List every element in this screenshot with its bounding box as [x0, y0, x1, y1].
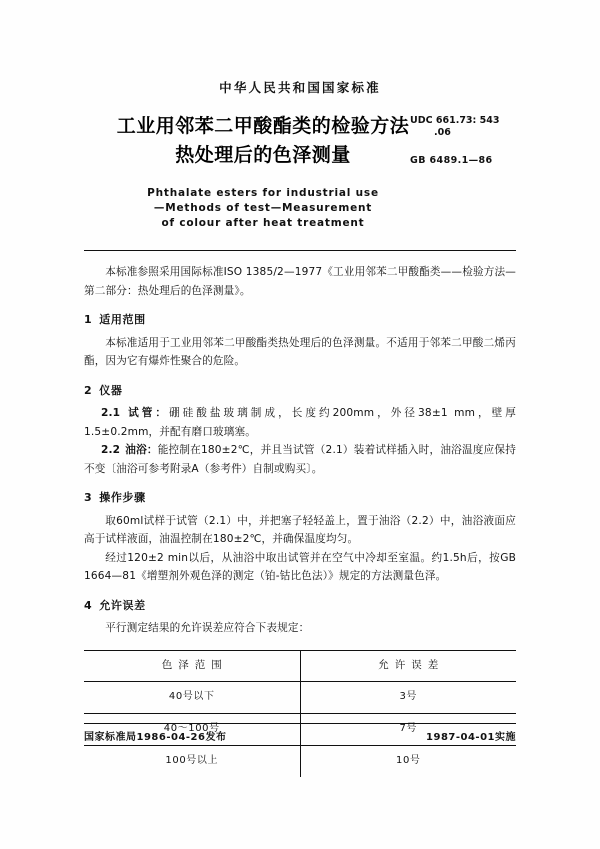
item-name-2-2: 油浴：	[125, 444, 158, 456]
section-title-4: 允许误差	[99, 598, 146, 612]
section-heading-4	[84, 597, 516, 616]
section-2-item-2	[84, 441, 516, 478]
cell-tolerance-1: 3号	[300, 681, 516, 713]
udc-code: UDC 661.73: 543	[410, 115, 500, 126]
section-heading-1	[84, 311, 516, 330]
english-title-line-1: Phthalate esters for industrial use	[147, 187, 379, 199]
section-title-1: 适用范围	[99, 313, 146, 326]
section-number-1: 1	[84, 313, 93, 326]
document-footer	[84, 728, 516, 743]
english-title-line-2: —Methods of test—Measurement	[153, 202, 373, 214]
title-line-2: 热处理后的色泽测量	[175, 144, 351, 166]
section-2-item-1	[84, 404, 516, 441]
item-number-2-1: 2.1	[100, 407, 121, 419]
section-heading-3	[84, 489, 516, 508]
item-text-2-1: 硼硅酸盐玻璃制成，长度约200mm，外径38±1 mm，壁厚1.5±0.2mm，并配有磨口玻璃塞。	[84, 407, 516, 438]
udc-code-suffix: .06	[434, 127, 451, 138]
document-masthead	[84, 0, 516, 231]
table-header-row	[84, 650, 516, 681]
section-number-2: 2	[84, 383, 93, 397]
page-title	[98, 112, 428, 170]
item-name-2-1: 试管：	[125, 407, 169, 419]
document-body	[84, 263, 516, 777]
section-4-paragraph-1: 平行测定结果的允许误差应符合下表规定：	[105, 622, 310, 634]
section-heading-2	[84, 382, 516, 401]
intro-paragraph: 本标准参照采用国际标准ISO 1385/2—1977《工业用邻苯二甲酸酯类——检验方法—第二部分：热处理后的色泽测量》。	[84, 266, 516, 297]
section-number-4: 4	[84, 598, 93, 612]
table-row	[84, 745, 516, 777]
effective-date: 1987-04-01实施	[426, 732, 516, 743]
section-title-3: 操作步骤	[99, 491, 146, 504]
cell-colour-range-3: 100号以上	[84, 745, 300, 777]
footer-divider	[84, 723, 516, 724]
table-row	[84, 681, 516, 713]
english-title	[98, 186, 428, 231]
section-1-paragraph-1: 本标准适用于工业用邻苯二甲酸酯类热处理后的色泽测量。不适用于邻苯二甲酸二烯丙酯，因为它有爆炸性聚合的危险。	[84, 336, 516, 367]
tolerance-table	[84, 650, 516, 777]
cell-tolerance-3: 10号	[395, 754, 421, 766]
page-content	[84, 0, 516, 777]
section-3-paragraph-2: 经过120±2 min以后，从油浴中取出试管并在空气中冷却至室温。约1.5h后，按GB 1664—81《增塑剂外观色泽的测定（铂-钴比色法）》规定的方法测量色泽。	[84, 551, 516, 582]
item-text-2-2: 能控制在180±2℃，并且当试管（2.1）装着试样插入时，油浴温度应保持不变〔油浴可参考附录A（参考件）自制或购买〕。	[84, 444, 516, 475]
gb-standard-number: GB 6489.1—86	[410, 155, 493, 166]
english-title-line-3: of colour after heat treatment	[161, 217, 365, 229]
section-3-paragraph-1: 取60ml试样于试管（2.1）中，并把塞子轻轻盖上，置于油浴（2.2）中，油浴液面应高于试样液面，油温控制在180±2℃，并确保温度均匀。	[84, 514, 516, 545]
national-standard-label: 中华人民共和国国家标准	[219, 80, 381, 95]
section-title-2: 仪器	[99, 383, 123, 397]
column-header-tolerance: 允许误差	[300, 650, 516, 681]
cell-colour-range-1: 40号以下	[84, 681, 300, 713]
section-number-3: 3	[84, 491, 93, 504]
column-header-colour-range: 色泽范围	[84, 650, 300, 681]
issue-date: 国家标准局1986-04-26发布	[84, 732, 227, 743]
item-number-2-2: 2.2	[100, 444, 121, 456]
table-header	[84, 650, 516, 681]
cell-tolerance-2: 7号	[300, 713, 516, 745]
standard-code-block	[410, 115, 520, 167]
cell-colour-range-2: 40～100号	[84, 713, 300, 745]
title-block	[84, 112, 516, 170]
title-line-1: 工业用邻苯二甲酸酯类的检验方法	[116, 115, 410, 137]
header-divider	[84, 250, 516, 251]
